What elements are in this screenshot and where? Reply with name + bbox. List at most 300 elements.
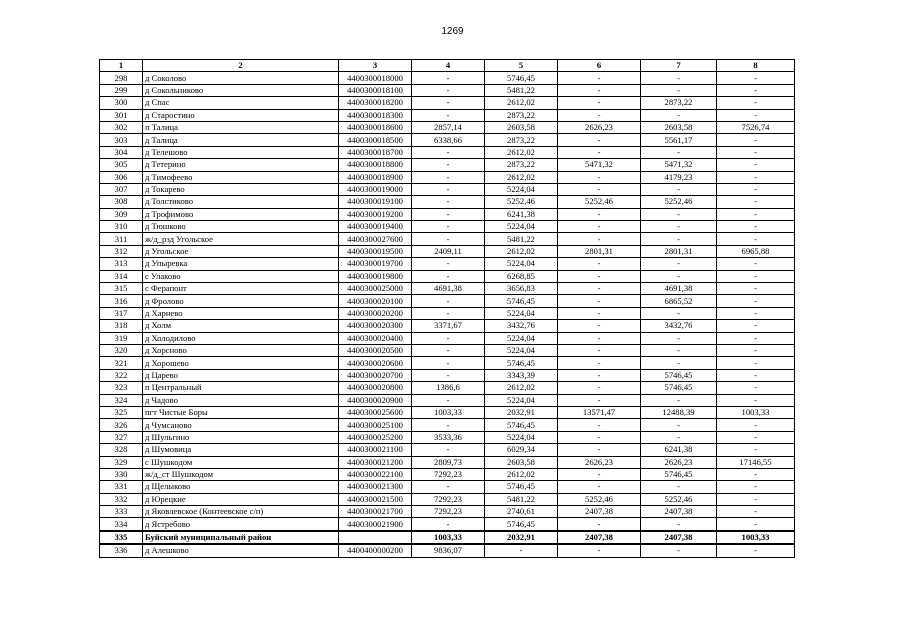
- value-cell-8: -: [717, 134, 795, 146]
- table-row: [100, 431, 795, 443]
- value-cell-8: -: [717, 394, 795, 406]
- value-cell-8: -: [717, 171, 795, 183]
- settlement-name-cell: д Трофимово: [143, 208, 339, 220]
- value-cell-7: 4179,23: [641, 171, 717, 183]
- code-cell: 4400300021700: [339, 506, 412, 518]
- value-cell-8: -: [717, 307, 795, 319]
- value-cell-6: -: [558, 109, 641, 121]
- column-header: 1: [100, 60, 143, 72]
- value-cell-4: -: [412, 221, 485, 233]
- code-cell: 4400300027600: [339, 233, 412, 245]
- table-row: [100, 171, 795, 183]
- settlement-name-cell: д Спас: [143, 97, 339, 109]
- value-cell-4: -: [412, 518, 485, 531]
- value-cell-6: -: [558, 518, 641, 531]
- table-row: [100, 146, 795, 158]
- value-cell-7: 5252,46: [641, 196, 717, 208]
- row-number-cell: 327: [100, 431, 143, 443]
- value-cell-8: -: [717, 369, 795, 381]
- value-cell-5: 2032,91: [485, 531, 558, 544]
- settlement-name-cell: с Шушкодом: [143, 456, 339, 468]
- settlement-name-cell: п Центральный: [143, 382, 339, 394]
- value-cell-5: 2612,02: [485, 97, 558, 109]
- value-cell-5: 2603,58: [485, 456, 558, 468]
- row-number-cell: 306: [100, 171, 143, 183]
- value-cell-7: -: [641, 394, 717, 406]
- value-cell-6: 2407,38: [558, 506, 641, 518]
- table-row: [100, 506, 795, 518]
- value-cell-5: 5746,45: [485, 518, 558, 531]
- value-cell-6: -: [558, 419, 641, 431]
- code-cell: 4400300020400: [339, 332, 412, 344]
- value-cell-7: -: [641, 146, 717, 158]
- settlement-name-cell: д Фролово: [143, 295, 339, 307]
- value-cell-6: -: [558, 171, 641, 183]
- value-cell-4: -: [412, 258, 485, 270]
- value-cell-8: -: [717, 270, 795, 282]
- value-cell-7: 2603,58: [641, 121, 717, 133]
- value-cell-6: -: [558, 468, 641, 480]
- value-cell-5: 3656,83: [485, 283, 558, 295]
- table-row: [100, 233, 795, 245]
- value-cell-8: -: [717, 481, 795, 493]
- row-number-cell: 298: [100, 72, 143, 84]
- value-cell-4: 4691,38: [412, 283, 485, 295]
- code-cell: 4400300022100: [339, 468, 412, 480]
- value-cell-7: -: [641, 481, 717, 493]
- value-cell-5: 5224,04: [485, 332, 558, 344]
- table-row: [100, 444, 795, 456]
- value-cell-7: 2626,23: [641, 456, 717, 468]
- value-cell-7: 2407,38: [641, 531, 717, 544]
- value-cell-8: 17146,55: [717, 456, 795, 468]
- table-row: [100, 84, 795, 96]
- value-cell-7: 5471,32: [641, 159, 717, 171]
- settlement-name-cell: д Соколово: [143, 72, 339, 84]
- value-cell-4: 7292,23: [412, 493, 485, 505]
- value-cell-6: -: [558, 258, 641, 270]
- value-cell-6: -: [558, 544, 641, 557]
- value-cell-5: 5746,45: [485, 295, 558, 307]
- value-cell-5: 5252,46: [485, 196, 558, 208]
- value-cell-6: -: [558, 97, 641, 109]
- value-cell-7: -: [641, 221, 717, 233]
- code-cell: 4400300021200: [339, 456, 412, 468]
- value-cell-5: 2612,02: [485, 245, 558, 257]
- table-row: [100, 270, 795, 282]
- row-number-cell: 326: [100, 419, 143, 431]
- settlement-name-cell: д Щелыково: [143, 481, 339, 493]
- settlement-name-cell: д Толстиково: [143, 196, 339, 208]
- value-cell-8: -: [717, 320, 795, 332]
- code-cell: 4400300018700: [339, 146, 412, 158]
- value-cell-7: -: [641, 419, 717, 431]
- table-row: [100, 295, 795, 307]
- value-cell-4: -: [412, 97, 485, 109]
- value-cell-6: -: [558, 146, 641, 158]
- value-cell-7: -: [641, 84, 717, 96]
- value-cell-5: 3432,76: [485, 320, 558, 332]
- table-row: [100, 283, 795, 295]
- value-cell-7: -: [641, 109, 717, 121]
- table-row: [100, 481, 795, 493]
- row-number-cell: 330: [100, 468, 143, 480]
- code-cell: 4400300025600: [339, 406, 412, 418]
- value-cell-8: -: [717, 196, 795, 208]
- table-row: [100, 159, 795, 171]
- value-cell-4: -: [412, 295, 485, 307]
- value-cell-7: 5746,45: [641, 369, 717, 381]
- value-cell-5: 5224,04: [485, 221, 558, 233]
- settlement-name-cell: д Шумовица: [143, 444, 339, 456]
- code-cell: 4400300020500: [339, 344, 412, 356]
- value-cell-6: -: [558, 208, 641, 220]
- value-cell-6: 13571,47: [558, 406, 641, 418]
- column-header: 3: [339, 60, 412, 72]
- value-cell-4: -: [412, 159, 485, 171]
- row-number-cell: 300: [100, 97, 143, 109]
- row-number-cell: 314: [100, 270, 143, 282]
- row-number-cell: 301: [100, 109, 143, 121]
- row-number-cell: 331: [100, 481, 143, 493]
- settlement-name-cell: д Яковлевское (Контеевское с/п): [143, 506, 339, 518]
- code-cell: 4400300020700: [339, 369, 412, 381]
- settlement-name-cell: д Телешово: [143, 146, 339, 158]
- code-cell: 4400300025200: [339, 431, 412, 443]
- value-cell-8: 7526,74: [717, 121, 795, 133]
- row-number-cell: 319: [100, 332, 143, 344]
- value-cell-6: -: [558, 332, 641, 344]
- table-row: [100, 419, 795, 431]
- value-cell-7: 12488,39: [641, 406, 717, 418]
- value-cell-4: -: [412, 171, 485, 183]
- value-cell-6: -: [558, 320, 641, 332]
- value-cell-4: -: [412, 146, 485, 158]
- row-number-cell: 321: [100, 357, 143, 369]
- value-cell-4: -: [412, 233, 485, 245]
- settlement-name-cell: д Тюшково: [143, 221, 339, 233]
- value-cell-8: 6965,88: [717, 245, 795, 257]
- value-cell-6: -: [558, 382, 641, 394]
- value-cell-4: 7292,23: [412, 468, 485, 480]
- code-cell: 4400300018300: [339, 109, 412, 121]
- row-number-cell: 309: [100, 208, 143, 220]
- value-cell-8: -: [717, 84, 795, 96]
- value-cell-4: -: [412, 344, 485, 356]
- value-cell-4: 7292,23: [412, 506, 485, 518]
- table-row: [100, 344, 795, 356]
- code-cell: 4400300020900: [339, 394, 412, 406]
- value-cell-8: -: [717, 518, 795, 531]
- row-number-cell: 308: [100, 196, 143, 208]
- settlement-name-cell: д Старостино: [143, 109, 339, 121]
- table-row: [100, 369, 795, 381]
- table-row: [100, 245, 795, 257]
- row-number-cell: 329: [100, 456, 143, 468]
- row-number-cell: 310: [100, 221, 143, 233]
- value-cell-7: -: [641, 258, 717, 270]
- value-cell-5: 5746,45: [485, 419, 558, 431]
- value-cell-7: -: [641, 307, 717, 319]
- value-cell-4: -: [412, 357, 485, 369]
- row-number-cell: 332: [100, 493, 143, 505]
- value-cell-5: 6268,85: [485, 270, 558, 282]
- table-body: [100, 72, 795, 557]
- code-cell: 4400300025000: [339, 283, 412, 295]
- settlement-name-cell: д Алешково: [143, 544, 339, 557]
- code-cell: 4400300018900: [339, 171, 412, 183]
- value-cell-8: -: [717, 468, 795, 480]
- code-cell: 4400300021100: [339, 444, 412, 456]
- code-cell: 4400300020600: [339, 357, 412, 369]
- table-row: [100, 518, 795, 531]
- value-cell-5: 5224,04: [485, 431, 558, 443]
- value-cell-8: -: [717, 382, 795, 394]
- code-cell: 4400300019700: [339, 258, 412, 270]
- value-cell-5: 5481,22: [485, 493, 558, 505]
- settlement-name-cell: д Харнево: [143, 307, 339, 319]
- value-cell-6: 5471,32: [558, 159, 641, 171]
- value-cell-4: -: [412, 84, 485, 96]
- value-cell-6: -: [558, 369, 641, 381]
- table-row: [100, 468, 795, 480]
- header-row: [100, 60, 795, 72]
- row-number-cell: 324: [100, 394, 143, 406]
- value-cell-5: 5224,04: [485, 183, 558, 195]
- code-cell: 4400300018200: [339, 97, 412, 109]
- column-header: 6: [558, 60, 641, 72]
- row-number-cell: 305: [100, 159, 143, 171]
- table-row: [100, 183, 795, 195]
- value-cell-5: 3343,39: [485, 369, 558, 381]
- settlement-name-cell: д Холодилово: [143, 332, 339, 344]
- row-number-cell: 318: [100, 320, 143, 332]
- code-cell: 4400300018000: [339, 72, 412, 84]
- value-cell-5: 5224,04: [485, 307, 558, 319]
- value-cell-4: -: [412, 183, 485, 195]
- settlement-name-cell: д Чадово: [143, 394, 339, 406]
- value-cell-4: 1003,33: [412, 406, 485, 418]
- value-cell-7: 2407,38: [641, 506, 717, 518]
- value-cell-7: -: [641, 208, 717, 220]
- value-cell-7: -: [641, 344, 717, 356]
- table-row: [100, 109, 795, 121]
- value-cell-5: 2873,22: [485, 134, 558, 146]
- value-cell-6: -: [558, 84, 641, 96]
- value-cell-7: 3432,76: [641, 320, 717, 332]
- data-table: [99, 59, 795, 558]
- table-row: [100, 456, 795, 468]
- value-cell-8: -: [717, 357, 795, 369]
- value-cell-6: -: [558, 295, 641, 307]
- value-cell-7: 5746,45: [641, 468, 717, 480]
- value-cell-4: -: [412, 369, 485, 381]
- value-cell-5: 2612,02: [485, 171, 558, 183]
- row-number-cell: 336: [100, 544, 143, 557]
- value-cell-5: 5746,45: [485, 72, 558, 84]
- value-cell-8: -: [717, 283, 795, 295]
- value-cell-8: -: [717, 208, 795, 220]
- value-cell-6: -: [558, 183, 641, 195]
- settlement-name-cell: д Юрецкие: [143, 493, 339, 505]
- row-number-cell: 299: [100, 84, 143, 96]
- value-cell-6: -: [558, 307, 641, 319]
- value-cell-6: -: [558, 357, 641, 369]
- code-cell: 4400300019200: [339, 208, 412, 220]
- value-cell-4: -: [412, 208, 485, 220]
- code-cell: 4400300018500: [339, 134, 412, 146]
- value-cell-4: 3371,67: [412, 320, 485, 332]
- value-cell-5: 2873,22: [485, 159, 558, 171]
- value-cell-7: -: [641, 183, 717, 195]
- row-number-cell: 335: [100, 531, 143, 544]
- value-cell-6: 2626,23: [558, 456, 641, 468]
- value-cell-4: -: [412, 270, 485, 282]
- code-cell: 4400300020300: [339, 320, 412, 332]
- column-header: 8: [717, 60, 795, 72]
- settlement-name-cell: д Тетерино: [143, 159, 339, 171]
- value-cell-4: -: [412, 481, 485, 493]
- value-cell-8: -: [717, 493, 795, 505]
- settlement-name-cell: д Упыревка: [143, 258, 339, 270]
- table-row: [100, 332, 795, 344]
- value-cell-8: -: [717, 183, 795, 195]
- value-cell-6: 5252,46: [558, 196, 641, 208]
- value-cell-8: -: [717, 72, 795, 84]
- value-cell-7: -: [641, 357, 717, 369]
- value-cell-4: 1003,33: [412, 531, 485, 544]
- column-header: 7: [641, 60, 717, 72]
- value-cell-5: 2612,02: [485, 382, 558, 394]
- value-cell-4: -: [412, 394, 485, 406]
- table-row: [100, 258, 795, 270]
- row-number-cell: 320: [100, 344, 143, 356]
- value-cell-4: 1386,6: [412, 382, 485, 394]
- value-cell-8: -: [717, 344, 795, 356]
- value-cell-4: 2409,11: [412, 245, 485, 257]
- value-cell-8: -: [717, 221, 795, 233]
- code-cell: 4400400000200: [339, 544, 412, 557]
- row-number-cell: 316: [100, 295, 143, 307]
- value-cell-7: -: [641, 72, 717, 84]
- value-cell-7: 5561,17: [641, 134, 717, 146]
- row-number-cell: 328: [100, 444, 143, 456]
- table-row: [100, 221, 795, 233]
- value-cell-7: -: [641, 332, 717, 344]
- value-cell-4: -: [412, 196, 485, 208]
- settlement-name-cell: д Угольское: [143, 245, 339, 257]
- table-row: [100, 134, 795, 146]
- value-cell-8: -: [717, 295, 795, 307]
- value-cell-8: -: [717, 431, 795, 443]
- table-row: [100, 544, 795, 557]
- table-row: [100, 72, 795, 84]
- value-cell-8: -: [717, 109, 795, 121]
- value-cell-5: 2612,02: [485, 468, 558, 480]
- row-number-cell: 333: [100, 506, 143, 518]
- value-cell-4: 3533,36: [412, 431, 485, 443]
- value-cell-8: -: [717, 146, 795, 158]
- table-row: [100, 394, 795, 406]
- value-cell-6: -: [558, 270, 641, 282]
- value-cell-7: -: [641, 544, 717, 557]
- row-number-cell: 307: [100, 183, 143, 195]
- settlement-name-cell: д Сокольниково: [143, 84, 339, 96]
- value-cell-8: -: [717, 544, 795, 557]
- settlement-name-cell: п Талица: [143, 121, 339, 133]
- code-cell: 4400300019500: [339, 245, 412, 257]
- value-cell-6: -: [558, 431, 641, 443]
- row-number-cell: 312: [100, 245, 143, 257]
- district-total-row: [100, 531, 795, 544]
- value-cell-6: -: [558, 394, 641, 406]
- table-row: [100, 493, 795, 505]
- value-cell-8: -: [717, 233, 795, 245]
- table-row: [100, 307, 795, 319]
- code-cell: 4400300018600: [339, 121, 412, 133]
- value-cell-6: -: [558, 72, 641, 84]
- row-number-cell: 322: [100, 369, 143, 381]
- table-row: [100, 196, 795, 208]
- table-row: [100, 382, 795, 394]
- code-cell: 4400300020100: [339, 295, 412, 307]
- row-number-cell: 303: [100, 134, 143, 146]
- code-cell: 4400300021500: [339, 493, 412, 505]
- settlement-name-cell: д Токарево: [143, 183, 339, 195]
- code-cell: 4400300021900: [339, 518, 412, 531]
- row-number-cell: 315: [100, 283, 143, 295]
- value-cell-5: 6029,34: [485, 444, 558, 456]
- table-row: [100, 208, 795, 220]
- value-cell-5: 6241,38: [485, 208, 558, 220]
- value-cell-5: 5481,22: [485, 84, 558, 96]
- code-cell: 4400300019100: [339, 196, 412, 208]
- value-cell-4: -: [412, 307, 485, 319]
- value-cell-8: 1003,33: [717, 406, 795, 418]
- code-cell: 4400300020800: [339, 382, 412, 394]
- row-number-cell: 311: [100, 233, 143, 245]
- row-number-cell: 334: [100, 518, 143, 531]
- code-cell: 4400300018800: [339, 159, 412, 171]
- table-row: [100, 97, 795, 109]
- value-cell-6: -: [558, 444, 641, 456]
- value-cell-5: 2873,22: [485, 109, 558, 121]
- row-number-cell: 325: [100, 406, 143, 418]
- value-cell-6: 5252,46: [558, 493, 641, 505]
- code-cell: 4400300021300: [339, 481, 412, 493]
- page-number: 1269: [441, 26, 464, 37]
- value-cell-5: 5481,22: [485, 233, 558, 245]
- value-cell-6: -: [558, 481, 641, 493]
- settlement-name-cell: ж/д_рзд Угольское: [143, 233, 339, 245]
- value-cell-6: -: [558, 134, 641, 146]
- settlement-name-cell: д Талица: [143, 134, 339, 146]
- value-cell-4: 6338,66: [412, 134, 485, 146]
- value-cell-5: 2032,91: [485, 406, 558, 418]
- code-cell: 4400300019000: [339, 183, 412, 195]
- value-cell-8: -: [717, 332, 795, 344]
- table-row: [100, 406, 795, 418]
- value-cell-4: -: [412, 72, 485, 84]
- value-cell-5: 5224,04: [485, 394, 558, 406]
- code-cell: [339, 531, 412, 544]
- value-cell-6: 2407,38: [558, 531, 641, 544]
- row-number-cell: 323: [100, 382, 143, 394]
- value-cell-8: -: [717, 444, 795, 456]
- value-cell-5: 2740,61: [485, 506, 558, 518]
- value-cell-4: -: [412, 332, 485, 344]
- table-row: [100, 357, 795, 369]
